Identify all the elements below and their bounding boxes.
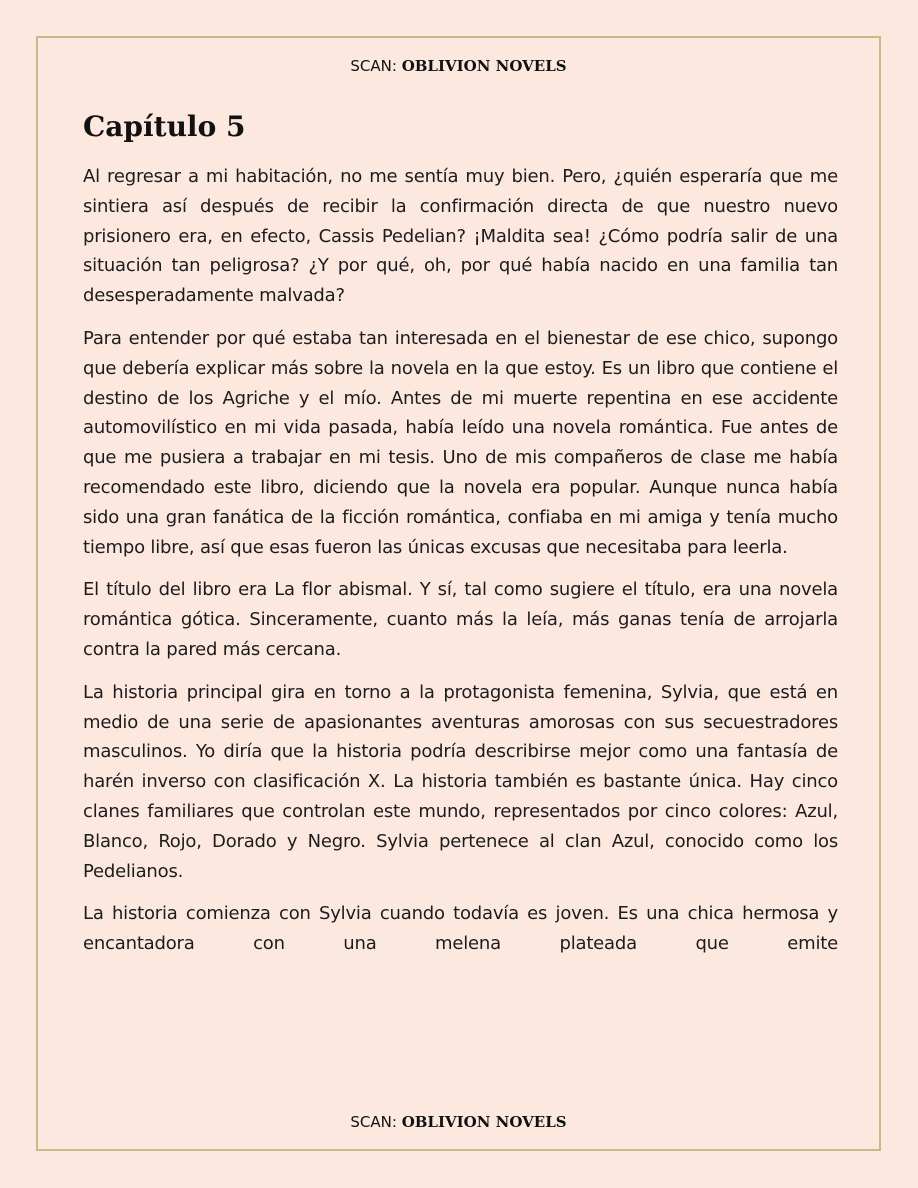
page-frame: [36, 36, 881, 1151]
paragraph: La historia principal gira en torno a la protagonista femenina, Sylvia, que está en medio de una serie de apasionantes aventuras amorosas con sus secuestradores masculinos. Yo diría que la historia podría describirse mejor como una fantasía de harén inverso con clasificación X. La historia también es bastante única. Hay cinco clanes familiares que controlan este mundo, representados por cinco colores: Azul, Blanco, Rojo, Dorado y Negro. Sylvia pertenece al clan Azul, conocido como los Pedelianos.: [83, 681, 838, 882]
paragraph: La historia comienza con Sylvia cuando todavía es joven. Es una chica hermosa y encantadora con una melena plateada que emite: [83, 903, 838, 955]
scan-header-prefix: SCAN:: [350, 57, 402, 75]
chapter-title: Capítulo 5: [83, 110, 246, 143]
scan-footer-brand: OBLIVION NOVELS: [401, 1113, 567, 1131]
scan-footer: [38, 1112, 879, 1132]
chapter-body: [83, 162, 838, 972]
scan-header-brand: OBLIVION NOVELS: [401, 57, 567, 75]
paragraph: El título del libro era La flor abismal. Y sí, tal como sugiere el título, era una novela romántica gótica. Sinceramente, cuanto más la leía, más ganas tenía de arrojarla contra la pared más cercana.: [83, 579, 838, 660]
paragraph: Para entender por qué estaba tan interesada en el bienestar de ese chico, supongo que debería explicar más sobre la novela en la que estoy. Es un libro que contiene el destino de los Agriche y el mío. Antes de mi muerte repentina en ese accidente automovilístico en mi vida pasada, había leído una novela romántica. Fue antes de que me pusiera a trabajar en mi tesis. Uno de mis compañeros de clase me había recomendado este libro, diciendo que la novela era popular. Aunque nunca había sido una gran fanática de la ficción romántica, confiaba en mi amiga y tenía mucho tiempo libre, así que esas fueron las únicas excusas que necesitaba para leerla.: [83, 327, 838, 558]
scan-footer-prefix: SCAN:: [350, 1113, 402, 1131]
paragraph: Al regresar a mi habitación, no me sentía muy bien. Pero, ¿quién esperaría que me sintiera así después de recibir la confirmación directa de que nuestro nuevo prisionero era, en efecto, Cassis Pedelian? ¡Maldita sea! ¿Cómo podría salir de una situación tan peligrosa? ¿Y por qué, oh, por qué había nacido en una familia tan desesperadamente malvada?: [83, 166, 838, 307]
scan-header: [38, 56, 879, 76]
